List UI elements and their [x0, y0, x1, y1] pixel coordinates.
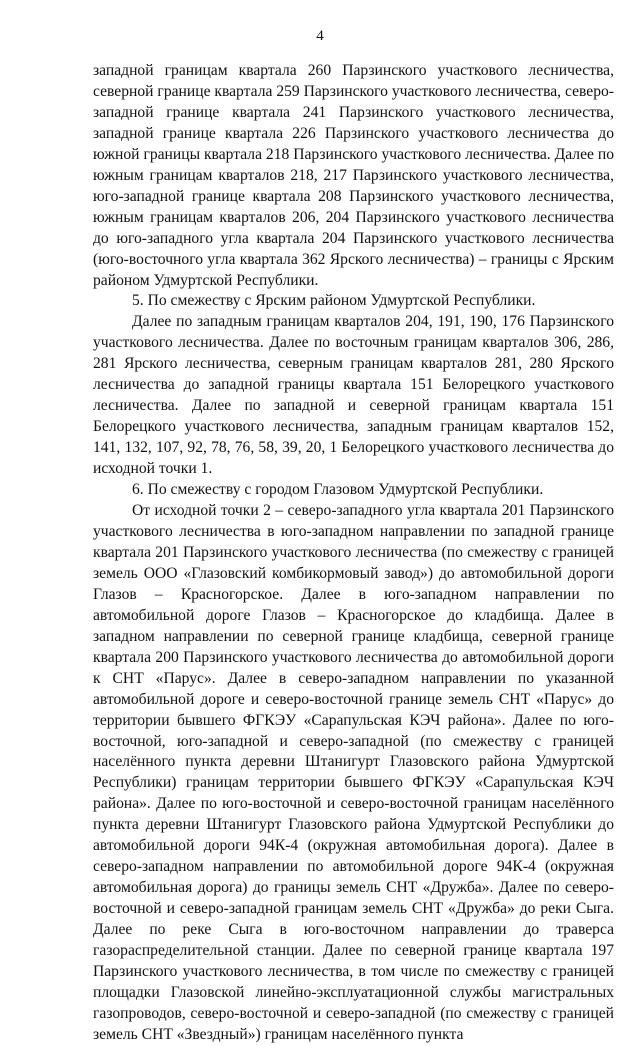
- page-number: 4: [316, 28, 324, 44]
- document-body: [93, 61, 614, 1046]
- section-heading-5: 5. По смежеству с Ярским районом Удмуртской Республики.: [132, 292, 536, 310]
- paragraph: От исходной точки 2 – северо-западного угла квартала 201 Парзинского участкового лесничества в юго-западном направлении по западной границе квартала 201 Парзинского участкового лесничества (по смежеству с границей земель ООО «Глазовский комбикормовый завод») до автомобильной дороги Глазов – Красногорское. Далее в юго-западном направлении по автомобильной дороге Глазов – Красногорское до кладбища. Далее в западном направлении по северной границе кладбища, северной границе квартала 200 Парзинского участкового лесничества до автомобильной дороги к СНТ «Парус». Далее в северо-западном направлении по указанной автомобильной дороге и северо-восточной границе земель СНТ «Парус» до территории бывшего ФГКЭУ «Сарапульская КЭЧ района». Далее по юго-восточной, юго-западной и северо-западной (по смежеству с границей населённого пункта деревни Штанигурт Глазовского района Удмуртской Республики) границам территории бывшего ФГКЭУ «Сарапульская КЭЧ района». Далее по юго-восточной и северо-восточной границам населённого пункта деревни Штанигурт Глазовского района Удмуртской Республики до автомобильной дороги 94К-4 (окружная автомобильная дорога). Далее в северо-западном направлении по автомобильной дороге 94К-4 (окружная автомобильная дорога) до границы земель СНТ «Дружба». Далее по северо-восточной и северо-западной границам земель СНТ «Дружба» до реки Сыга. Далее по реке Сыга в юго-восточном направлении до траверса газораспределительной станции. Далее по северной границе квартала 197 Парзинского участкового лесничества, в том числе по смежеству с границей площадки Глазовской линейно-эксплуатационной службы магистральных газопроводов, северо-восточной и северо-западной (по смежеству с границей земель СНТ «Звездный») границам населённого пункта: [93, 502, 614, 1043]
- section-heading-6: 6. По смежеству с городом Глазовом Удмуртской Республики.: [132, 481, 544, 499]
- paragraph-continuation: западной границам квартала 260 Парзинского участкового лесничества, северной границе квартала 259 Парзинского участкового лесничества, северо-западной границе квартала 241 Парзинского участкового лесничества, западной границе квартала 226 Парзинского участкового лесничества до южной границы квартала 218 Парзинского участкового лесничества. Далее по южным границам кварталов 218, 217 Парзинского участкового лесничества, юго-западной границе квартала 208 Парзинского участкового лесничества, южным границам кварталов 206, 204 Парзинского участкового лесничества до юго-западного угла квартала 204 Парзинского участкового лесничества (юго-восточного угла квартала 362 Ярского лесничества) – границы с Ярским районом Удмуртской Республики.: [93, 62, 614, 289]
- paragraph: Далее по западным границам кварталов 204, 191, 190, 176 Парзинского участкового лесничества. Далее по восточным границам кварталов 306, 286, 281 Ярского лесничества, северным границам кварталов 281, 280 Ярского лесничества до западной границы квартала 151 Белорецкого участкового лесничества. Далее по западной и северной границам квартала 151 Белорецкого участкового лесничества, западным границам кварталов 152, 141, 132, 107, 92, 78, 76, 58, 39, 20, 1 Белорецкого участкового лесничества до исходной точки 1.: [93, 313, 614, 478]
